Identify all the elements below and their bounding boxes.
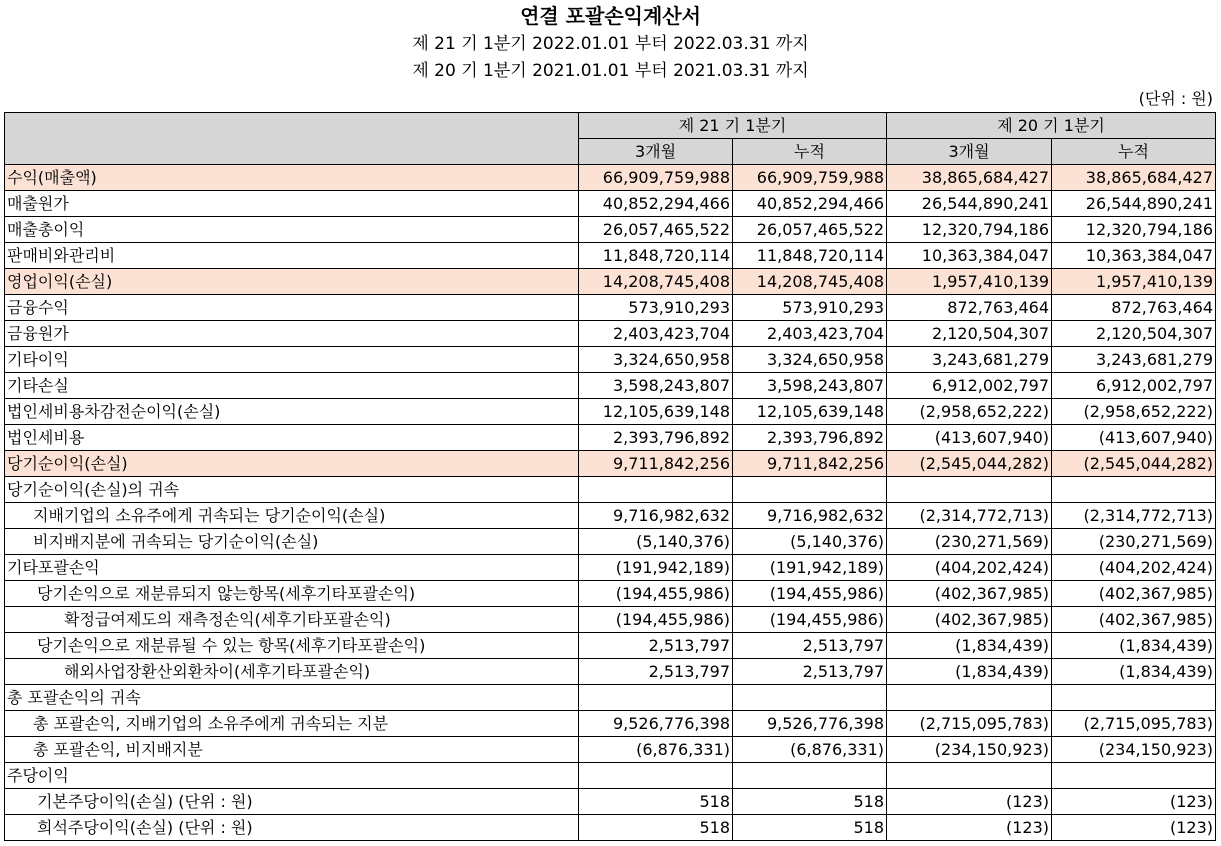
table-row <box>5 451 1216 477</box>
table-row <box>5 269 1216 295</box>
amount-cell: 14,208,745,408 <box>579 269 733 295</box>
amount-cell: (5,140,376) <box>579 529 733 555</box>
amount-cell: 518 <box>733 815 887 841</box>
amount-cell: 2,513,797 <box>579 633 733 659</box>
table-row <box>5 789 1216 815</box>
account-label: 기본주당이익(손실) (단위 : 원) <box>5 789 579 815</box>
amount-cell: 11,848,720,114 <box>733 243 887 269</box>
amount-cell <box>579 477 733 503</box>
amount-cell: 6,912,002,797 <box>887 373 1052 399</box>
statement-title: 연결 포괄손익계산서 <box>520 4 701 28</box>
account-label: 비지배지분에 귀속되는 당기순이익(손실) <box>5 529 579 555</box>
amount-cell: 6,912,002,797 <box>1052 373 1216 399</box>
income-statement-table <box>4 112 1216 841</box>
amount-cell: (2,958,652,222) <box>1052 399 1216 425</box>
amount-cell: 3,324,650,958 <box>579 347 733 373</box>
amount-cell: 518 <box>579 815 733 841</box>
amount-cell: 2,393,796,892 <box>733 425 887 451</box>
amount-cell: (402,367,985) <box>887 581 1052 607</box>
amount-cell: 9,716,982,632 <box>579 503 733 529</box>
table-row <box>5 295 1216 321</box>
account-label: 당기순이익(손실)의 귀속 <box>5 477 579 503</box>
amount-cell: 26,057,465,522 <box>579 217 733 243</box>
amount-cell: (194,455,986) <box>733 607 887 633</box>
account-label: 지배기업의 소유주에게 귀속되는 당기순이익(손실) <box>5 503 579 529</box>
table-row <box>5 737 1216 763</box>
amount-cell <box>887 477 1052 503</box>
amount-cell: 3,324,650,958 <box>733 347 887 373</box>
amount-cell: 9,711,842,256 <box>579 451 733 477</box>
amount-cell: 12,320,794,186 <box>1052 217 1216 243</box>
amount-cell: 38,865,684,427 <box>887 165 1052 191</box>
account-label: 희석주당이익(손실) (단위 : 원) <box>5 815 579 841</box>
amount-cell: 12,105,639,148 <box>733 399 887 425</box>
amount-cell: 573,910,293 <box>579 295 733 321</box>
table-row <box>5 347 1216 373</box>
amount-cell: (404,202,424) <box>1052 555 1216 581</box>
table-row <box>5 477 1216 503</box>
amount-cell: (2,715,095,783) <box>1052 711 1216 737</box>
table-row <box>5 217 1216 243</box>
amount-cell: 9,526,776,398 <box>733 711 887 737</box>
account-label: 기타손실 <box>5 373 579 399</box>
amount-cell: (234,150,923) <box>1052 737 1216 763</box>
amount-cell: (123) <box>1052 789 1216 815</box>
amount-cell: 26,544,890,241 <box>1052 191 1216 217</box>
amount-cell: (191,942,189) <box>579 555 733 581</box>
amount-cell: (230,271,569) <box>887 529 1052 555</box>
header-account <box>5 113 579 165</box>
table-row <box>5 607 1216 633</box>
account-label: 당기순이익(손실) <box>5 451 579 477</box>
account-label: 법인세비용 <box>5 425 579 451</box>
account-label: 기타이익 <box>5 347 579 373</box>
amount-cell: (2,545,044,282) <box>887 451 1052 477</box>
account-label: 기타포괄손익 <box>5 555 579 581</box>
amount-cell: (2,314,772,713) <box>1052 503 1216 529</box>
amount-cell: (5,140,376) <box>733 529 887 555</box>
amount-cell: 12,105,639,148 <box>579 399 733 425</box>
header-current-cumulative: 누적 <box>733 139 887 165</box>
amount-cell: (234,150,923) <box>887 737 1052 763</box>
amount-cell <box>887 763 1052 789</box>
current-period: 제 21 기 1분기 2022.01.01 부터 2022.03.31 까지 <box>412 34 809 54</box>
amount-cell: 40,852,294,466 <box>733 191 887 217</box>
amount-cell: (2,958,652,222) <box>887 399 1052 425</box>
amount-cell: (402,367,985) <box>1052 607 1216 633</box>
account-label: 영업이익(손실) <box>5 269 579 295</box>
amount-cell: 12,320,794,186 <box>887 217 1052 243</box>
amount-cell: (6,876,331) <box>733 737 887 763</box>
table-row <box>5 399 1216 425</box>
amount-cell: (230,271,569) <box>1052 529 1216 555</box>
amount-cell: 2,403,423,704 <box>579 321 733 347</box>
header-prior-3month: 3개월 <box>887 139 1052 165</box>
account-label: 판매비와관리비 <box>5 243 579 269</box>
amount-cell: 38,865,684,427 <box>1052 165 1216 191</box>
amount-cell: 10,363,384,047 <box>1052 243 1216 269</box>
amount-cell: 1,957,410,139 <box>887 269 1052 295</box>
amount-cell: 3,243,681,279 <box>887 347 1052 373</box>
amount-cell <box>1052 477 1216 503</box>
table-row <box>5 243 1216 269</box>
table-row <box>5 425 1216 451</box>
amount-cell: 3,243,681,279 <box>1052 347 1216 373</box>
amount-cell: (404,202,424) <box>887 555 1052 581</box>
amount-cell: (123) <box>1052 815 1216 841</box>
amount-cell: (413,607,940) <box>1052 425 1216 451</box>
table-row <box>5 191 1216 217</box>
amount-cell: (6,876,331) <box>579 737 733 763</box>
amount-cell: (1,834,439) <box>1052 633 1216 659</box>
account-label: 당기손익으로 재분류될 수 있는 항목(세후기타포괄손익) <box>5 633 579 659</box>
amount-cell: (402,367,985) <box>887 607 1052 633</box>
amount-cell: 518 <box>733 789 887 815</box>
amount-cell: 872,763,464 <box>887 295 1052 321</box>
amount-cell: (123) <box>887 789 1052 815</box>
amount-cell: (123) <box>887 815 1052 841</box>
table-row <box>5 815 1216 841</box>
table-row <box>5 659 1216 685</box>
amount-cell: 518 <box>579 789 733 815</box>
amount-cell: 872,763,464 <box>1052 295 1216 321</box>
amount-cell: 9,711,842,256 <box>733 451 887 477</box>
amount-cell: (194,455,986) <box>579 607 733 633</box>
account-label: 해외사업장환산외환차이(세후기타포괄손익) <box>5 659 579 685</box>
table-row <box>5 165 1216 191</box>
amount-cell: (191,942,189) <box>733 555 887 581</box>
account-label: 수익(매출액) <box>5 165 579 191</box>
table-row <box>5 555 1216 581</box>
account-label: 총 포괄손익, 지배기업의 소유주에게 귀속되는 지분 <box>5 711 579 737</box>
amount-cell: (2,545,044,282) <box>1052 451 1216 477</box>
table-row <box>5 529 1216 555</box>
header-row-period <box>5 113 1216 139</box>
amount-cell <box>1052 763 1216 789</box>
table-row <box>5 763 1216 789</box>
amount-cell: 2,513,797 <box>733 659 887 685</box>
header-current-period: 제 21 기 1분기 <box>579 113 887 139</box>
amount-cell <box>733 685 887 711</box>
amount-cell: 14,208,745,408 <box>733 269 887 295</box>
unit-label: (단위 : 원) <box>1138 89 1213 108</box>
table-row <box>5 581 1216 607</box>
amount-cell: (413,607,940) <box>887 425 1052 451</box>
amount-cell <box>733 477 887 503</box>
account-label: 매출총이익 <box>5 217 579 243</box>
amount-cell: 11,848,720,114 <box>579 243 733 269</box>
amount-cell: 9,716,982,632 <box>733 503 887 529</box>
header-prior-period: 제 20 기 1분기 <box>887 113 1216 139</box>
table-row <box>5 633 1216 659</box>
account-label: 총 포괄손익의 귀속 <box>5 685 579 711</box>
amount-cell: 10,363,384,047 <box>887 243 1052 269</box>
table-row <box>5 685 1216 711</box>
amount-cell: 66,909,759,988 <box>579 165 733 191</box>
amount-cell: 40,852,294,466 <box>579 191 733 217</box>
amount-cell: (1,834,439) <box>887 659 1052 685</box>
amount-cell: 2,120,504,307 <box>1052 321 1216 347</box>
amount-cell: 26,057,465,522 <box>733 217 887 243</box>
amount-cell: (2,715,095,783) <box>887 711 1052 737</box>
account-label: 금융수익 <box>5 295 579 321</box>
account-label: 금융원가 <box>5 321 579 347</box>
amount-cell: (194,455,986) <box>733 581 887 607</box>
amount-cell: 2,513,797 <box>733 633 887 659</box>
amount-cell <box>579 763 733 789</box>
amount-cell: 26,544,890,241 <box>887 191 1052 217</box>
table-row <box>5 503 1216 529</box>
amount-cell: (1,834,439) <box>1052 659 1216 685</box>
account-label: 총 포괄손익, 비지배지분 <box>5 737 579 763</box>
amount-cell: 66,909,759,988 <box>733 165 887 191</box>
table-row <box>5 373 1216 399</box>
amount-cell: 1,957,410,139 <box>1052 269 1216 295</box>
amount-cell: 3,598,243,807 <box>733 373 887 399</box>
header-prior-cumulative: 누적 <box>1052 139 1216 165</box>
account-label: 확정급여제도의 재측정손익(세후기타포괄손익) <box>5 607 579 633</box>
amount-cell: 573,910,293 <box>733 295 887 321</box>
amount-cell: 2,513,797 <box>579 659 733 685</box>
account-label: 당기손익으로 재분류되지 않는항목(세후기타포괄손익) <box>5 581 579 607</box>
amount-cell <box>579 685 733 711</box>
amount-cell <box>887 685 1052 711</box>
account-label: 매출원가 <box>5 191 579 217</box>
amount-cell: (1,834,439) <box>887 633 1052 659</box>
amount-cell: 2,393,796,892 <box>579 425 733 451</box>
amount-cell: (402,367,985) <box>1052 581 1216 607</box>
amount-cell <box>733 763 887 789</box>
amount-cell: (2,314,772,713) <box>887 503 1052 529</box>
account-label: 법인세비용차감전순이익(손실) <box>5 399 579 425</box>
amount-cell: 2,403,423,704 <box>733 321 887 347</box>
amount-cell <box>1052 685 1216 711</box>
table-row <box>5 321 1216 347</box>
amount-cell: (194,455,986) <box>579 581 733 607</box>
account-label: 주당이익 <box>5 763 579 789</box>
amount-cell: 3,598,243,807 <box>579 373 733 399</box>
table-row <box>5 711 1216 737</box>
prior-period: 제 20 기 1분기 2021.01.01 부터 2021.03.31 까지 <box>412 61 809 81</box>
amount-cell: 9,526,776,398 <box>579 711 733 737</box>
amount-cell: 2,120,504,307 <box>887 321 1052 347</box>
header-current-3month: 3개월 <box>579 139 733 165</box>
